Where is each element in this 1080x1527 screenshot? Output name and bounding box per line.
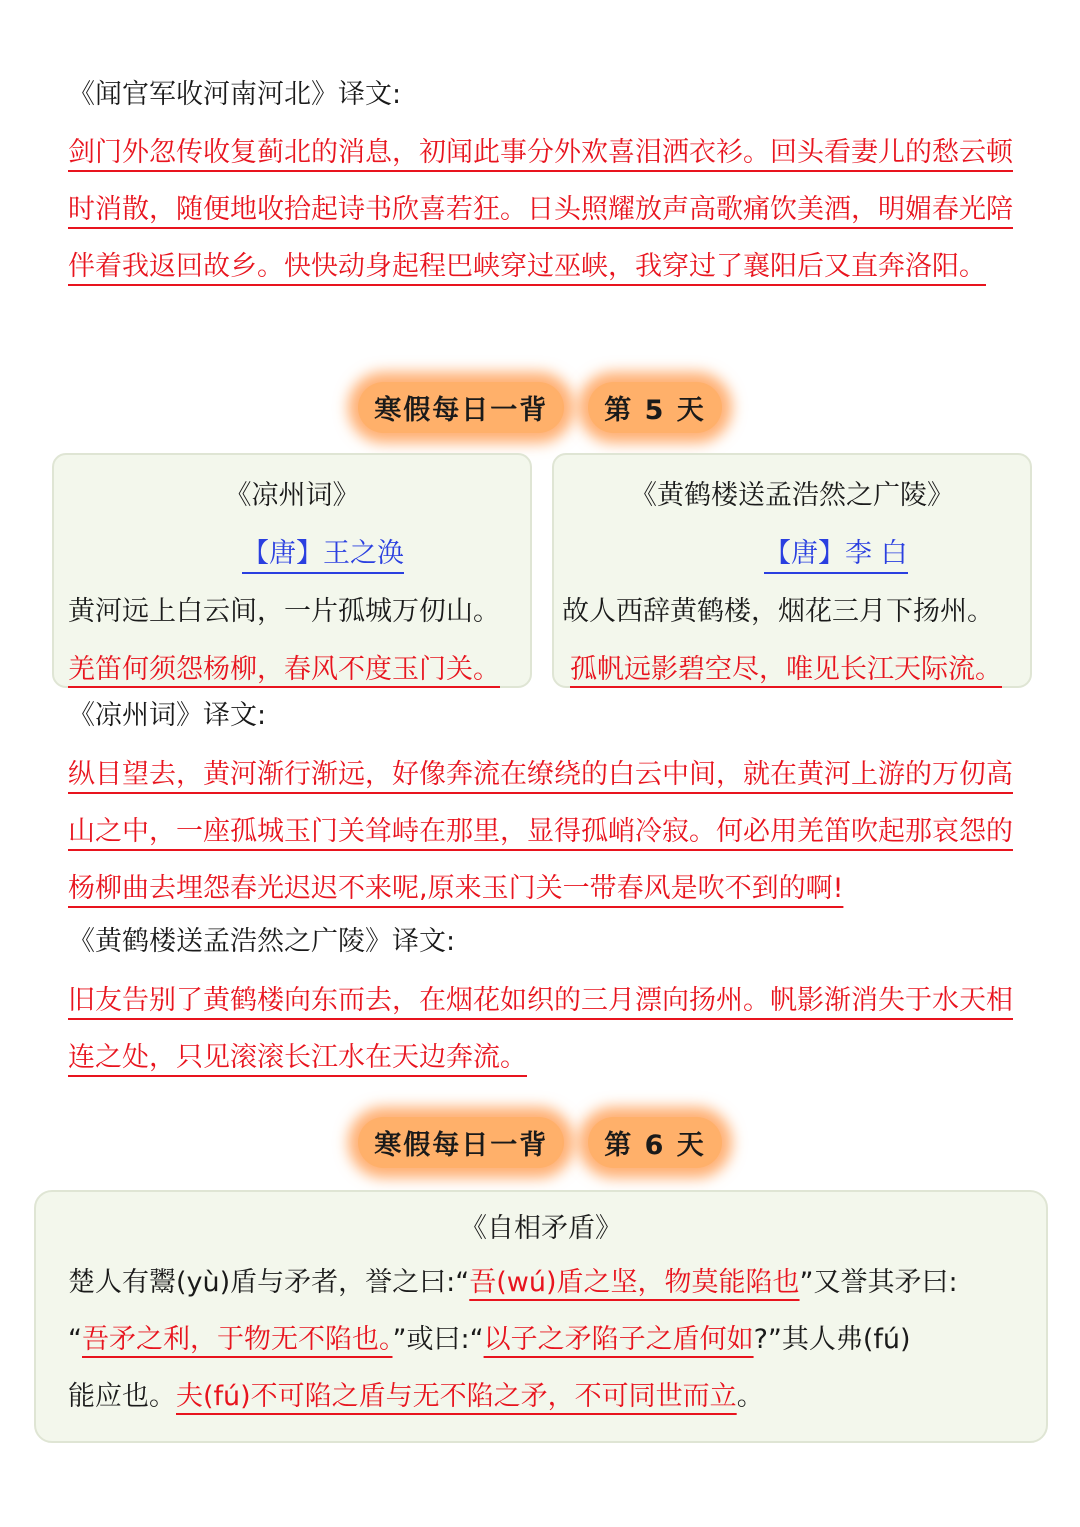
story-highlight: 吾矛之利，于物无不陷也。 <box>82 1324 393 1355</box>
story-line-2 <box>68 1311 911 1368</box>
poem-line-2: 孤帆远影碧空尽，唯见长江天际流。 <box>570 654 1002 685</box>
banner-title: 寒假每日一背 <box>358 1117 564 1168</box>
story-text: 楚人有鬻(yù)盾与矛者，誉之曰: <box>68 1267 456 1298</box>
story-line-3 <box>68 1368 764 1425</box>
story-text: 。 <box>736 1381 764 1412</box>
poem-line-1: 黄河远上白云间，一片孤城万仞山。 <box>68 596 500 627</box>
poem-card-liangzhouci <box>52 453 532 688</box>
story-text: 能应也。 <box>68 1381 176 1412</box>
translation-wenguanjun: 剑门外忽传收复蓟北的消息，初闻此事分外欢喜泪洒衣衫。回头看妻儿的愁云顿时消散，随便地收拾起诗书欣喜若狂。日头照耀放声高歌痛饮美酒，明媚春光陪伴着我返回故乡。快快动身起程巴峡穿过巫峡，我穿过了襄阳后又直奔洛阳。 <box>68 137 1013 282</box>
poem-line-2: 羌笛何须怨杨柳，春风不度玉门关。 <box>68 654 500 685</box>
banner-title: 寒假每日一背 <box>358 382 564 433</box>
story-text: “ <box>68 1324 82 1355</box>
story-highlight: 吾(wú)盾之坚，物莫能陷也 <box>469 1267 800 1298</box>
poem-author: 【唐】李 白 <box>764 531 908 574</box>
translation-huanghelou: 旧友告别了黄鹤楼向东而去，在烟花如织的三月漂向扬州。帆影渐消失于水天相连之处，只见滚滚长江水在天边奔流。 <box>68 985 1013 1073</box>
story-highlight: 夫(fú)不可陷之盾与无不陷之矛，不可同世而立 <box>176 1381 737 1412</box>
poem-author: 【唐】王之涣 <box>242 531 404 574</box>
translation-label-huanghelou: 《黄鹤楼送孟浩然之广陵》译文: <box>68 926 456 957</box>
banner-day: 第 5 天 <box>588 382 722 433</box>
poem-card-huanghelou <box>552 453 1032 688</box>
day5-banner <box>0 376 1080 438</box>
story-text: ”或曰:“ <box>392 1324 484 1355</box>
story-title: 《自相矛盾》 <box>460 1213 622 1244</box>
story-text: ”又誉其矛曰: <box>799 1267 958 1298</box>
translation-label-wenguanjun: 《闻官军收河南河北》译文: <box>68 79 402 110</box>
poem-title: 《黄鹤楼送孟浩然之广陵》 <box>630 480 954 511</box>
poem-title: 《凉州词》 <box>224 480 360 511</box>
translation-liangzhouci: 纵目望去，黄河渐行渐远，好像奔流在缭绕的白云中间，就在黄河上游的万仞高山之中，一座孤城玉门关耸峙在那里，显得孤峭冷寂。何必用羌笛吹起那哀怨的杨柳曲去埋怨春光迟迟不来呢,原来玉门关一带春风是吹不到的啊! <box>68 759 1013 904</box>
banner-day: 第 6 天 <box>588 1117 722 1168</box>
story-text: “ <box>455 1267 470 1298</box>
story-line-1 <box>68 1254 958 1311</box>
day6-banner <box>0 1111 1080 1173</box>
story-text: ?”其人弗(fú) <box>753 1324 911 1355</box>
story-highlight: 以子之矛陷子之盾何如 <box>483 1324 754 1355</box>
poem-line-1: 故人西辞黄鹤楼，烟花三月下扬州。 <box>562 596 994 627</box>
translation-label-liangzhouci: 《凉州词》译文: <box>68 700 267 731</box>
